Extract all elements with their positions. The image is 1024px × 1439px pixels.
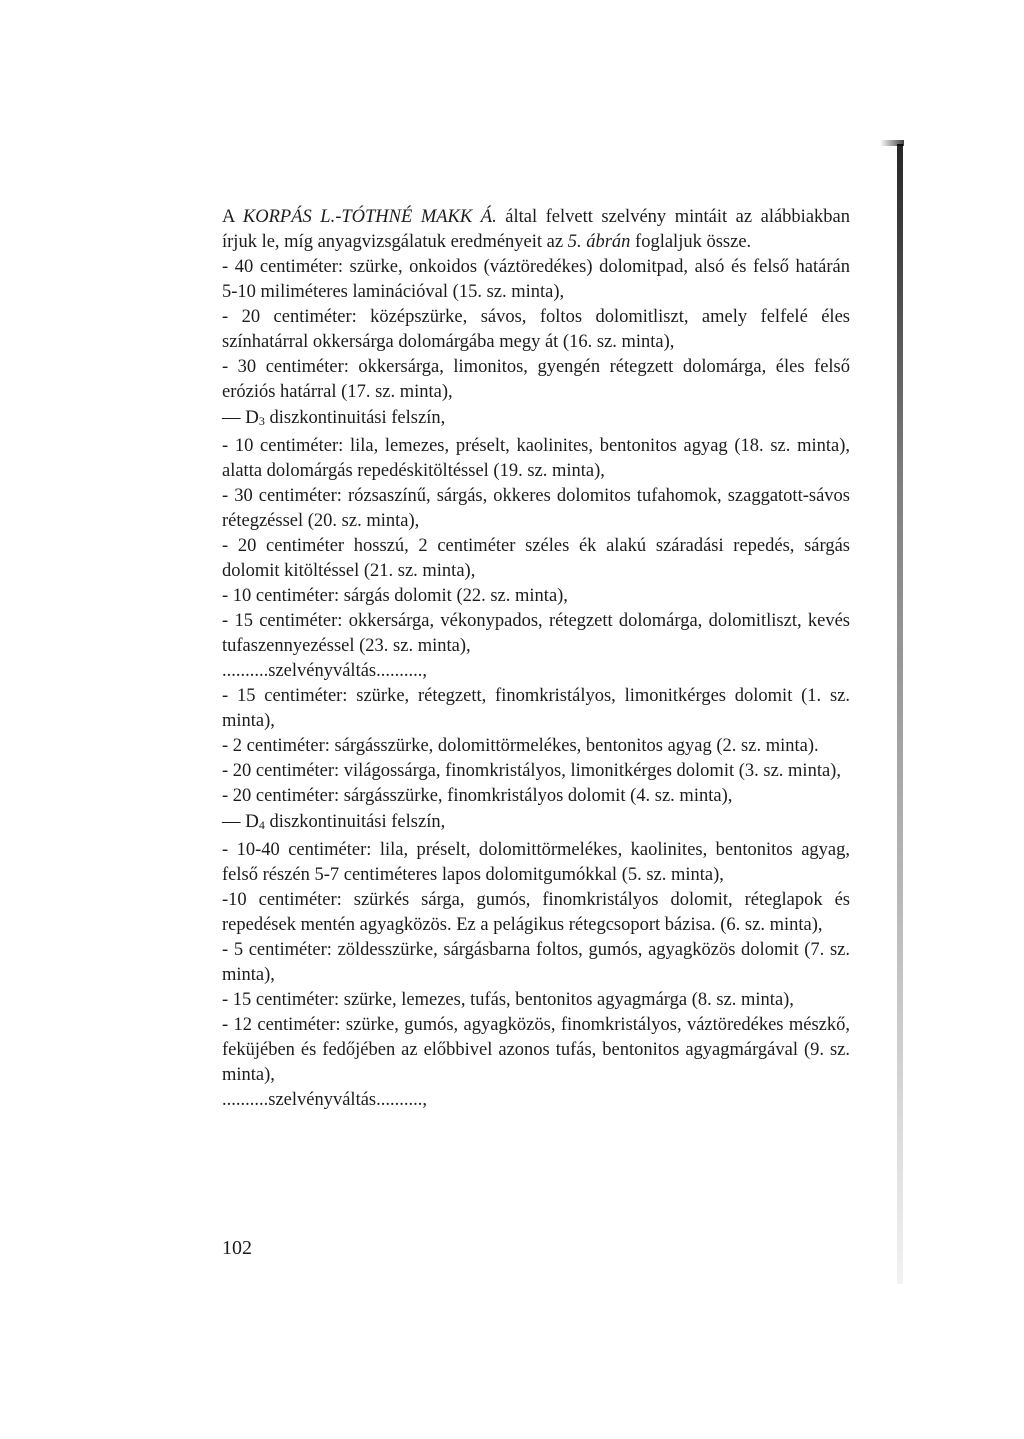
section-change-separator: ..........szelvényváltás.........., (222, 661, 427, 681)
sample-entry: - 12 centiméter: szürke, gumós, agyagközös, finomkristályos, váztöredékes mészkő, feküjében és fedőjében az előbbivel azonos tufás, bentonitos agyagmárgával (9. sz. minta), (222, 1015, 850, 1085)
sample-entry: - 30 centiméter: okkersárga, limonitos, gyengén rétegzett dolomárga, éles felső eróziós határral (17. sz. minta), (222, 357, 850, 402)
discontinuity-index: 4 (258, 818, 265, 832)
sample-entry: - 20 centiméter: sárgásszürke, finomkristályos dolomit (4. sz. minta), (222, 786, 733, 806)
discontinuity-symbol: D (245, 811, 259, 832)
intro-article: A (222, 207, 243, 227)
sample-entry: - 5 centiméter: zöldesszürke, sárgásbarna foltos, gumós, agyagközös dolomit (7. sz. minta), (222, 940, 850, 985)
sample-entry: - 2 centiméter: sárgásszürke, dolomittörmelékes, bentonitos agyag (2. sz. minta). (222, 736, 819, 756)
sample-entry: - 15 centiméter: szürke, rétegzett, finomkristályos, limonitkérges dolomit (1. sz. minta), (222, 686, 850, 731)
page-number: 102 (222, 1237, 252, 1259)
discontinuity-dash: — (222, 812, 246, 832)
author-names: KORPÁS L.-TÓTHNÉ MAKK Á. (242, 207, 497, 227)
sample-entry: - 15 centiméter: okkersárga, vékonypados, rétegzett dolomárga, dolomitliszt, kevés tufaszennyezéssel (23. sz. minta), (222, 611, 850, 656)
discontinuity-index: 3 (258, 414, 265, 428)
discontinuity-text: diszkontinuitási felszín, (264, 408, 446, 428)
sample-entry: - 20 centiméter hosszú, 2 centiméter széles ék alakú száradási repedés, sárgás dolomit kitöltéssel (21. sz. minta), (222, 536, 850, 581)
sample-entry: -10 centiméter: szürkés sárga, gumós, finomkristályos dolomit, réteglapok és repedések mentén agyagközös. Ez a pelágikus rétegcsoport bázisa. (6. sz. minta), (222, 890, 850, 935)
body-text (222, 205, 850, 1113)
intro-paragraph (222, 205, 850, 255)
discontinuity-d3 (222, 405, 850, 434)
sample-entry: - 10-40 centiméter: lila, préselt, dolomittörmelékes, kaolinites, bentonitos agyag, felső részén 5-7 centiméteres lapos dolomitgumókkal (5. sz. minta), (222, 840, 850, 885)
intro-text-2: foglaljuk össze. (630, 232, 752, 252)
page-edge-shadow (897, 144, 903, 1284)
sample-entry: - 20 centiméter: középszürke, sávos, foltos dolomitliszt, amely felfelé éles színhatárral okkersárga dolomárgába megy át (16. sz. minta), (222, 307, 850, 352)
sample-entry: - 10 centiméter: lila, lemezes, préselt, kaolinites, bentonitos agyag (18. sz. minta), alatta dolomárgás repedéskitöltéssel (19. sz. minta), (222, 436, 850, 481)
section-change-separator: ..........szelvényváltás.........., (222, 1090, 427, 1110)
sample-entry: - 10 centiméter: sárgás dolomit (22. sz. minta), (222, 586, 568, 606)
discontinuity-d4 (222, 809, 850, 838)
sample-entry: - 30 centiméter: rózsaszínű, sárgás, okkeres dolomitos tufahomok, szaggatott-sávos rétegzéssel (20. sz. minta), (222, 486, 850, 531)
intro-text-1: által felvett szelvény mintáit az alábbiakban írjuk le, míg anyagvizsgálatuk eredményeit az (222, 207, 850, 252)
discontinuity-symbol: D (245, 407, 259, 428)
sample-entry: - 40 centiméter: szürke, onkoidos (váztöredékes) dolomitpad, alsó és felső határán 5-10 miliméteres laminációval (15. sz. minta), (222, 257, 850, 302)
figure-reference: 5. ábrán (567, 232, 631, 252)
discontinuity-text: diszkontinuitási felszín, (264, 812, 446, 832)
sample-entry: - 20 centiméter: világossárga, finomkristályos, limonitkérges dolomit (3. sz. minta), (222, 761, 841, 781)
discontinuity-dash: — (222, 408, 246, 428)
sample-entry: - 15 centiméter: szürke, lemezes, tufás, bentonitos agyagmárga (8. sz. minta), (222, 990, 794, 1010)
